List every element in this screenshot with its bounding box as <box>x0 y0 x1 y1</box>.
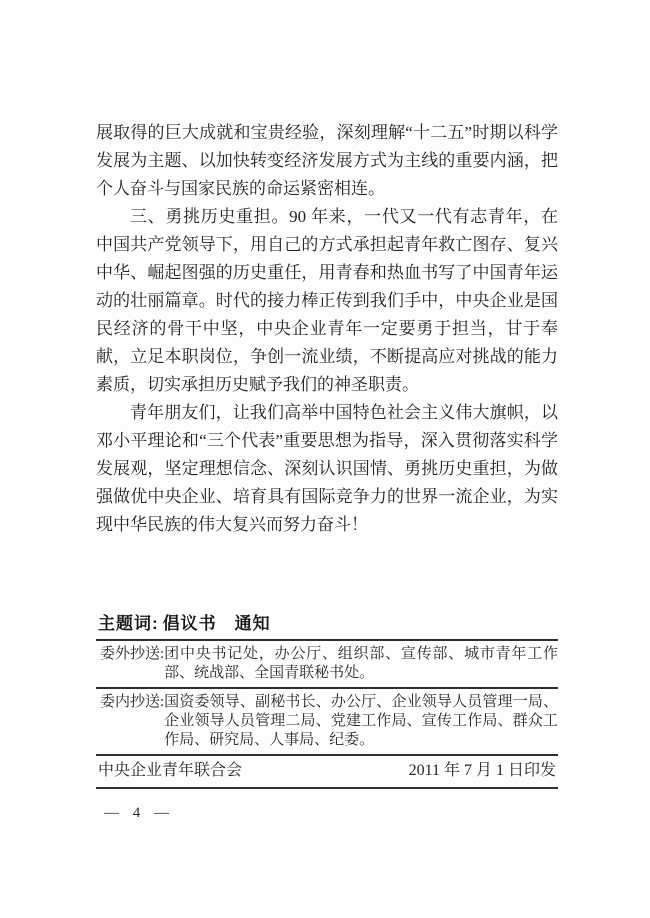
body-paragraph-closing: 青年朋友们，让我们高举中国特色社会主义伟大旗帜，以邓小平理论和“三个代表”重要思想为指导，深入贯彻落实科学发展观，坚定理想信念、深刻认识国情、勇挑历史重担，为做强做优中央企业、培育具有国际竞争力的世界一流企业，为实现中华民族的伟大复兴而努力奋斗！ <box>96 403 558 534</box>
issuer-name: 中央企业青年联合会 <box>98 762 243 779</box>
print-date: 2011 年 7 月 1 日印发 <box>408 762 556 779</box>
subject-words-terms: 倡议书 通知 <box>162 614 271 633</box>
document-content <box>96 119 558 822</box>
document-info-block <box>96 613 558 789</box>
subject-words-label: 主题词: <box>98 614 159 633</box>
body-paragraph-continuation: 展取得的巨大成就和宝贵经验，深刻理解“十二五”时期以科学发展为主题、以加快转变经济发展方式为主线的重要内涵，把个人奋斗与国家民族的命运紧密相连。 <box>96 123 558 198</box>
page-number: — 4 — <box>104 805 171 821</box>
external-copy-text: 团中央书记处，办公厅、组织部、宣传部、城市青年工作部、统战部、全国青联秘书处。 <box>164 646 558 681</box>
separator-rule-bottom <box>96 787 558 789</box>
internal-copy-row <box>96 689 558 754</box>
external-copy-row <box>96 641 558 687</box>
external-copy-label: 委外抄送: <box>100 646 165 662</box>
internal-copy-text: 国资委领导、副秘书长、办公厅、企业领导人员管理一局、企业领导人员管理二局、党建工作局、宣传工作局、群众工作局、研究局、人事局、纪委。 <box>164 694 558 748</box>
body-paragraph-section-three: 三、勇挑历史重担。90 年来，一代又一代有志青年，在中国共产党领导下，用自己的方式承担起青年救亡图存、复兴中华、崛起图强的历史重任，用青春和热血书写了中国青年运动的壮丽篇章。时代的接力棒正传到我们手中，中央企业是国民经济的骨干中坚，中央企业青年一定要勇于担当，甘于奉献，立足本职岗位，争创一流业绩，不断提高应对挑战的能力素质，切实承担历史赋予我们的神圣职责。 <box>96 207 558 394</box>
internal-copy-label: 委内抄送: <box>100 694 165 710</box>
subject-words-row <box>96 613 558 639</box>
issuer-row <box>96 756 558 787</box>
